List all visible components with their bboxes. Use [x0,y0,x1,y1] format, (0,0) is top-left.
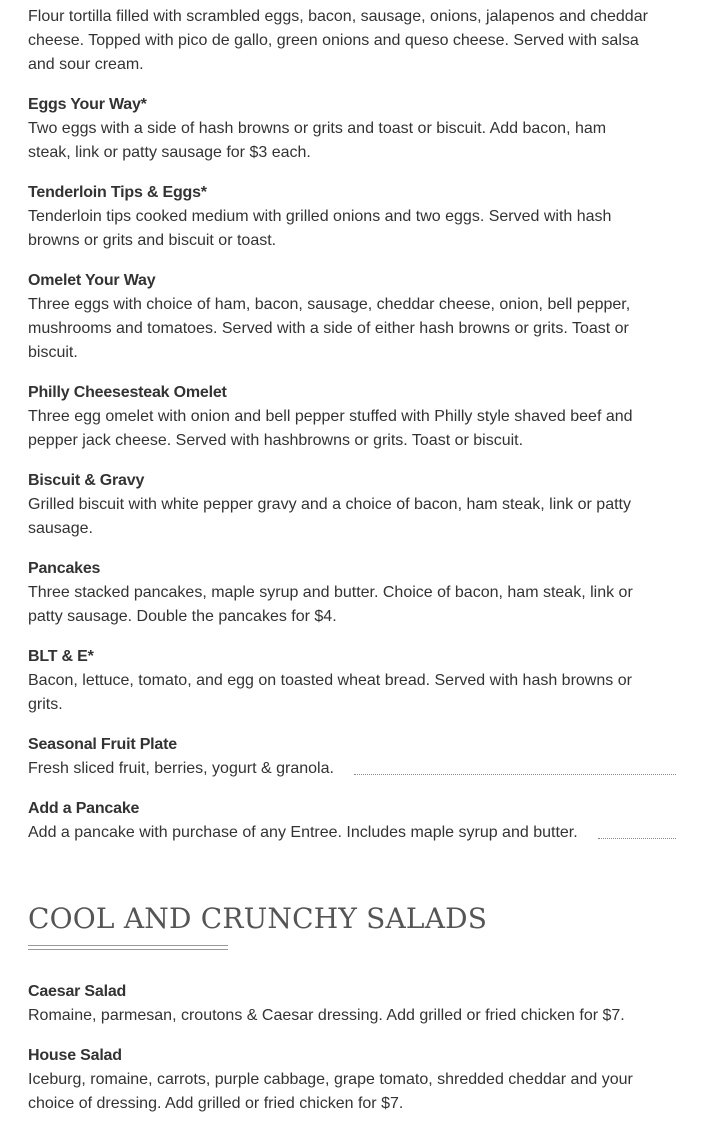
menu-item-house-salad [28,1044,676,1116]
item-description: Bacon, lettuce, tomato, and egg on toasted wheat bread. Served with hash browns or grits. [28,672,632,713]
menu-item-omelet-your-way [28,269,676,365]
menu-item-add-pancake [28,797,676,845]
item-description-row [28,821,676,845]
item-description-row [28,757,676,781]
item-description: Grilled biscuit with white pepper gravy and a choice of bacon, ham steak, link or patty sausage. [28,496,631,537]
item-description: Romaine, parmesan, croutons & Caesar dressing. Add grilled or fried chicken for $7. [28,1007,625,1024]
menu-content [28,0,676,1132]
menu-item-philly-omelet [28,381,676,453]
menu-item-fruit-plate [28,733,676,781]
item-description: Three egg omelet with onion and bell pepper stuffed with Philly style shaved beef and pepper jack cheese. Served with hashbrowns or grits. Toast or biscuit. [28,408,633,449]
dotted-leader [598,837,676,839]
item-name: Caesar Salad [28,983,127,1000]
item-description: Iceburg, romaine, carrots, purple cabbage, grape tomato, shredded cheddar and your choice of dressing. Add grilled or fried chicken for $7. [28,1071,633,1112]
item-name: Eggs Your Way* [28,96,147,113]
item-name: Seasonal Fruit Plate [28,736,177,753]
dotted-leader [354,773,676,775]
item-description: Two eggs with a side of hash browns or grits and toast or biscuit. Add bacon, ham steak, link or patty sausage for $3 each. [28,120,607,161]
menu-item-pancakes [28,557,676,629]
item-name: Biscuit & Gravy [28,472,145,489]
item-name: House Salad [28,1047,122,1064]
item-name: Pancakes [28,560,101,577]
section-heading-salads: COOL AND CRUNCHY SALADS [28,902,488,935]
heading-underline [28,945,228,950]
item-description: Fresh sliced fruit, berries, yogurt & granola. [28,760,334,777]
menu-item-blt-e [28,645,676,717]
item-name: BLT & E* [28,648,94,665]
item-name: Add a Pancake [28,800,140,817]
item-name: Tenderloin Tips & Eggs* [28,184,207,201]
item-description: Add a pancake with purchase of any Entree. Includes maple syrup and butter. [28,824,578,841]
menu-item-breakfast-burrito [28,0,676,77]
menu-item-eggs-your-way [28,93,676,165]
item-description: Flour tortilla filled with scrambled eggs, bacon, sausage, onions, jalapenos and cheddar cheese. Topped with pico de gallo, green onions and queso cheese. Served with salsa and sour cream. [28,8,648,73]
item-description: Tenderloin tips cooked medium with grilled onions and two eggs. Served with hash browns or grits and biscuit or toast. [28,208,612,249]
menu-item-caesar-salad [28,980,676,1028]
item-description: Three eggs with choice of ham, bacon, sausage, cheddar cheese, onion, bell pepper, mushrooms and tomatoes. Served with a side of either hash browns or grits. Toast or biscuit. [28,296,631,361]
item-name: Philly Cheesesteak Omelet [28,384,227,401]
menu-item-biscuit-gravy [28,469,676,541]
item-description: Three stacked pancakes, maple syrup and butter. Choice of bacon, ham steak, link or patty sausage. Double the pancakes for $4. [28,584,633,625]
menu-item-tenderloin-tips [28,181,676,253]
item-name: Omelet Your Way [28,272,156,289]
